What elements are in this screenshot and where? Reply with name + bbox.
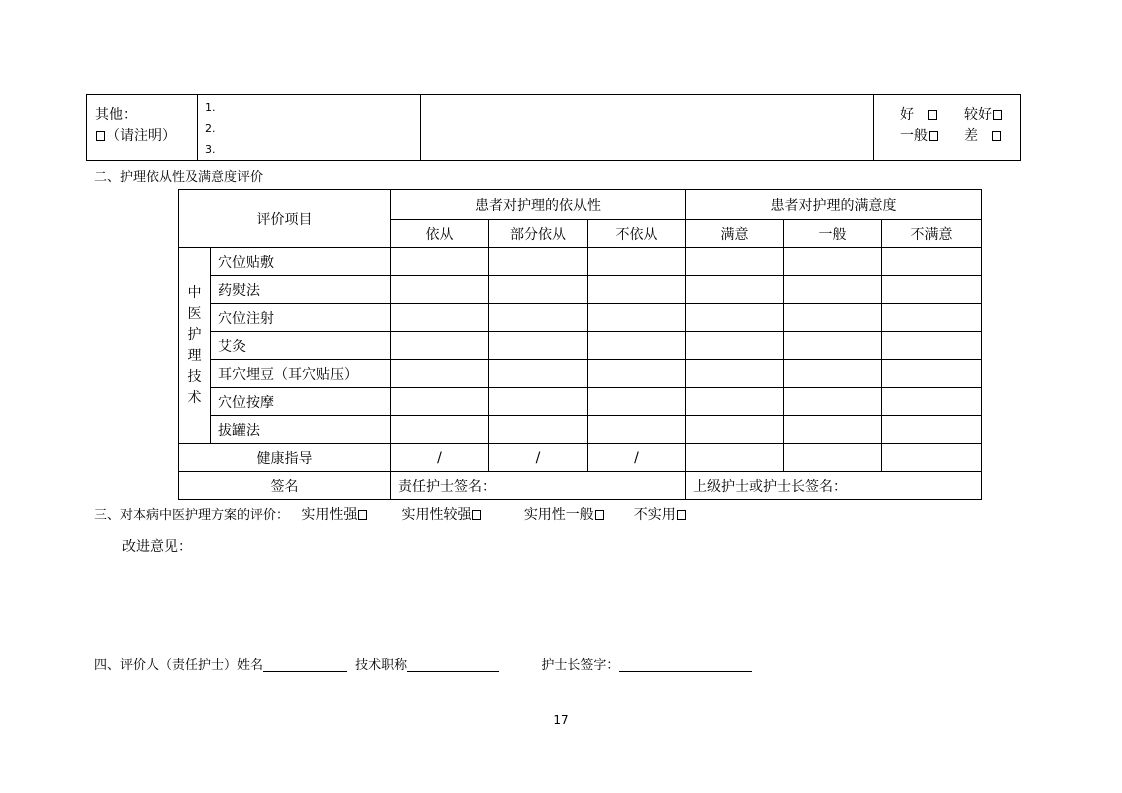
evaluator-name-field[interactable]: [263, 657, 347, 672]
rating-good-label: 好: [900, 107, 914, 123]
table-cell[interactable]: [588, 304, 686, 332]
option-checkbox[interactable]: [595, 510, 604, 520]
table-cell[interactable]: [882, 276, 982, 304]
title-label: 技术职称: [355, 658, 408, 673]
section2-heading: 二、护理依从性及满意度评价: [94, 170, 264, 185]
table-cell[interactable]: [686, 416, 784, 444]
table-cell[interactable]: [489, 360, 588, 388]
table-cell[interactable]: [588, 360, 686, 388]
option-label: 实用性强: [301, 507, 358, 523]
table-cell[interactable]: [391, 248, 489, 276]
table-cell[interactable]: [882, 388, 982, 416]
other-label: 其他：: [95, 107, 137, 123]
group-char: 医: [187, 305, 202, 322]
table-cell[interactable]: [391, 388, 489, 416]
option-very-practical[interactable]: [301, 504, 368, 524]
slash-cell: /: [489, 444, 588, 472]
other-label-cell: [87, 95, 198, 161]
col-noncomply: 不依从: [588, 220, 686, 248]
technique-label: 拔罐法: [211, 416, 391, 444]
rating-better-label: 较好: [964, 107, 992, 123]
table-cell[interactable]: [391, 304, 489, 332]
improvement-label: 改进意见：: [122, 539, 192, 555]
technique-label: 穴位贴敷: [211, 248, 391, 276]
section4: [94, 654, 752, 673]
technique-label: 艾灸: [211, 332, 391, 360]
table-cell[interactable]: [686, 444, 784, 472]
title-field[interactable]: [407, 657, 499, 672]
slash-cell: /: [588, 444, 686, 472]
technique-label: 药熨法: [211, 276, 391, 304]
section3-heading: 三、对本病中医护理方案的评价：: [94, 508, 290, 523]
table-cell[interactable]: [588, 388, 686, 416]
group-label-tcm-nursing: [179, 248, 211, 444]
group-char: 中: [187, 284, 202, 301]
rating-poor-label: 差: [964, 128, 978, 144]
table-cell[interactable]: [882, 332, 982, 360]
table-cell[interactable]: [784, 416, 882, 444]
option-average-practical[interactable]: [524, 504, 605, 524]
option-label: 实用性一般: [523, 507, 594, 523]
other-item-1: 1.: [205, 101, 216, 114]
satisfaction-header: 患者对护理的满意度: [686, 190, 982, 220]
option-label: 不实用: [633, 507, 676, 523]
compliance-header: 患者对护理的依从性: [391, 190, 686, 220]
group-char: 理: [187, 347, 202, 364]
technique-label: 穴位按摩: [211, 388, 391, 416]
table-cell[interactable]: [489, 276, 588, 304]
table-cell[interactable]: [686, 248, 784, 276]
technique-label: 穴位注射: [211, 304, 391, 332]
section3: [94, 504, 687, 524]
other-item-2: 2.: [205, 122, 216, 135]
table-cell[interactable]: [784, 388, 882, 416]
evaluation-table: [178, 189, 982, 500]
table-cell[interactable]: [686, 360, 784, 388]
sign-label: 签名: [179, 472, 391, 500]
table-cell[interactable]: [588, 416, 686, 444]
table-cell[interactable]: [784, 360, 882, 388]
col-unsatisfied: 不满意: [882, 220, 982, 248]
table-cell[interactable]: [882, 416, 982, 444]
table-cell[interactable]: [489, 304, 588, 332]
table-cell[interactable]: [489, 332, 588, 360]
table-cell[interactable]: [489, 388, 588, 416]
table-cell[interactable]: [882, 248, 982, 276]
group-char: 术: [187, 389, 202, 406]
rating-average-label: 一般: [900, 128, 928, 144]
table-cell[interactable]: [686, 304, 784, 332]
table-cell[interactable]: [391, 416, 489, 444]
table-cell[interactable]: [391, 276, 489, 304]
other-item-3: 3.: [205, 143, 216, 156]
other-row-table: [86, 94, 1021, 161]
table-cell[interactable]: [784, 276, 882, 304]
option-fairly-practical[interactable]: [401, 504, 482, 524]
slash-cell: /: [391, 444, 489, 472]
other-items-cell[interactable]: [198, 95, 421, 161]
other-note: （请注明）: [106, 128, 176, 144]
table-cell[interactable]: [391, 360, 489, 388]
group-char: 技: [187, 368, 202, 385]
nurse-sign-field[interactable]: 责任护士签名：: [391, 472, 686, 500]
table-cell[interactable]: [784, 444, 882, 472]
option-not-practical[interactable]: [634, 504, 687, 524]
head-nurse-label: 护士长签字：: [541, 658, 620, 673]
table-cell[interactable]: [686, 332, 784, 360]
table-cell[interactable]: [391, 332, 489, 360]
table-cell[interactable]: [784, 304, 882, 332]
page-number: 17: [553, 713, 569, 727]
option-checkbox[interactable]: [358, 510, 367, 520]
option-label: 实用性较强: [401, 507, 472, 523]
table-cell[interactable]: [588, 248, 686, 276]
table-cell[interactable]: [588, 332, 686, 360]
col-partial-comply: 部分依从: [489, 220, 588, 248]
col-satisfied: 满意: [686, 220, 784, 248]
rating-average-checkbox[interactable]: [929, 131, 938, 141]
other-blank-cell[interactable]: [421, 95, 874, 161]
rating-good-checkbox[interactable]: [928, 110, 937, 120]
other-checkbox[interactable]: [96, 131, 105, 141]
option-checkbox[interactable]: [677, 510, 686, 520]
other-rating-cell: [874, 95, 1021, 161]
group-char: 护: [187, 326, 202, 343]
col-average: 一般: [784, 220, 882, 248]
table-cell[interactable]: [686, 388, 784, 416]
table-cell[interactable]: [588, 276, 686, 304]
section4-heading: 四、评价人（责任护士）姓名: [94, 658, 264, 673]
technique-label: 耳穴埋豆（耳穴贴压）: [211, 360, 391, 388]
health-guide-label: 健康指导: [179, 444, 391, 472]
senior-sign-field[interactable]: 上级护士或护士长签名：: [686, 472, 982, 500]
table-cell[interactable]: [784, 332, 882, 360]
table-cell[interactable]: [784, 248, 882, 276]
rating-better-checkbox[interactable]: [993, 110, 1002, 120]
col-comply: 依从: [391, 220, 489, 248]
item-header: 评价项目: [179, 190, 391, 248]
table-cell[interactable]: [882, 304, 982, 332]
option-checkbox[interactable]: [472, 510, 481, 520]
rating-poor-checkbox[interactable]: [992, 131, 1001, 141]
table-cell[interactable]: [686, 276, 784, 304]
table-cell[interactable]: [489, 416, 588, 444]
table-cell[interactable]: [489, 248, 588, 276]
table-cell[interactable]: [882, 444, 982, 472]
table-cell[interactable]: [882, 360, 982, 388]
head-nurse-sign-field[interactable]: [619, 657, 752, 672]
